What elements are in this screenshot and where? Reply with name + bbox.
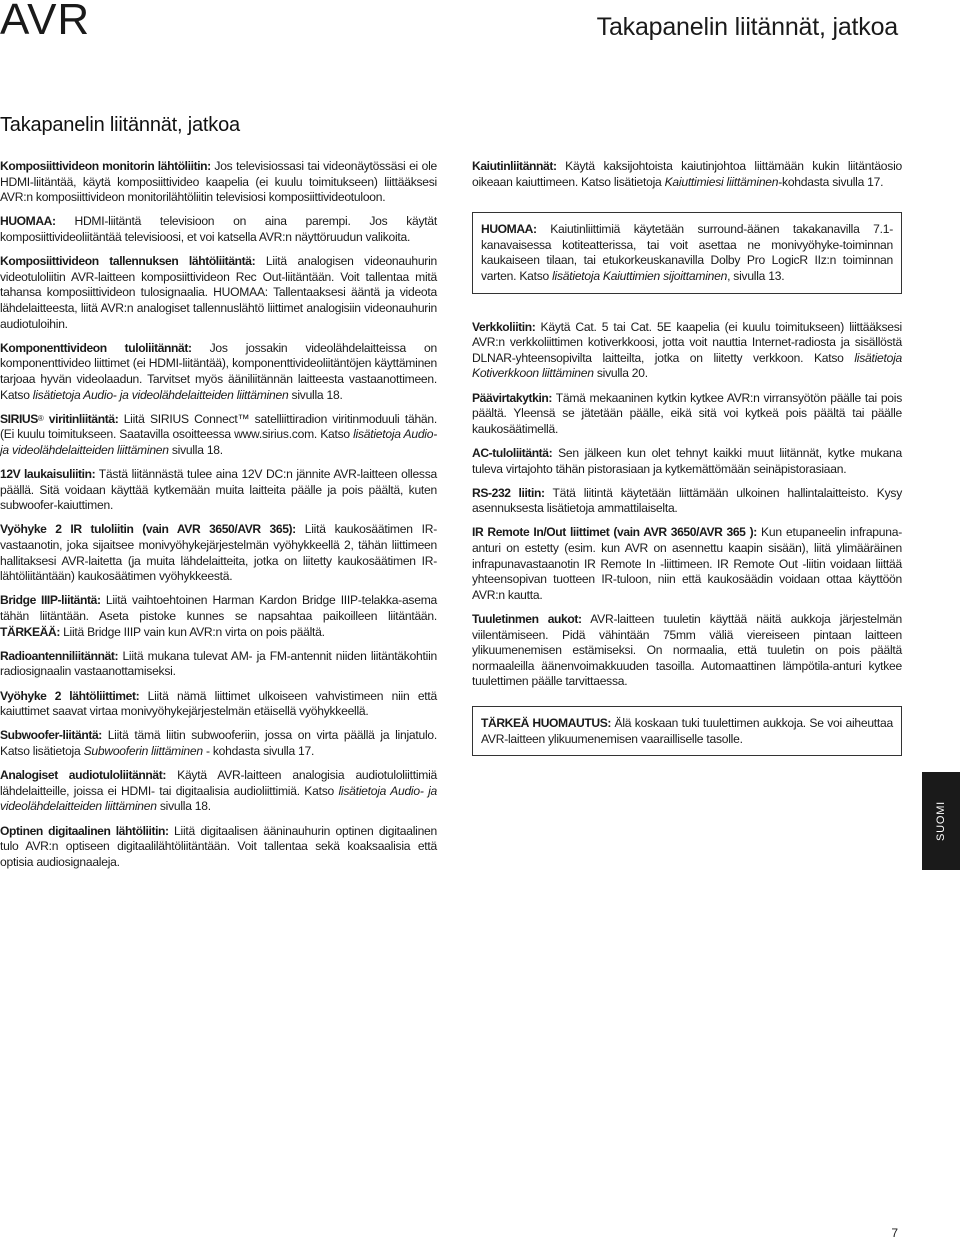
page-number: 7 <box>891 1226 898 1240</box>
paragraph-bridge-iiip: Bridge IIIP-liitäntä: Liitä vaihtoehtoinen Harman Kardon Bridge IIIP-telakka-asema tähän liitäntään. Aseta pistoke kunnes se napsahtaa paikoilleen liitäntään. TÄRKEÄÄ: Liitä Bridge IIIP vain kun AVR:n virta on pois päältä. <box>0 593 438 639</box>
paragraph-main-power-switch: Päävirtakytkin: Tämä mekaaninen kytkin kytkee AVR:n virransyötön päälle tai pois päältä. Yleensä se jätetään päälle, eikä sitä voi kytkeä pois päältä tai päälle kaukosäätimellä. <box>472 390 902 436</box>
paragraph-hdmi-note: HUOMAA: HDMI-liitäntä televisioon on aina parempi. Jos käytät komposiittivideoliitäntää televisioosi, et voi katsella AVR:n näyttöruudun valikoita. <box>0 214 437 244</box>
speaker-note-text: HUOMAA: Kaiutinliittimiä käytetään surround-äänen takakanavilla 7.1-kanavaisessa kotiteatterissa, tai voit asettaa ne monivyöhyke-toiminnan kaukaiseen tilaan, tai etukorkeuskanavilla Dolby Pro LogicR IIz:n toiminnan varten. Katso lisätietoja Kaiuttimien sijoittaminen, sivulla 13. <box>481 222 893 283</box>
paragraph-network: Verkkoliitin: Käytä Cat. 5 tai Cat. 5E kaapelia (ei kuulu toimitukseen) liittääksesi AVR:n verkkoliittimen kotiverkkoosi, jotta voit nauttia Internet-radiosta ja sisällöstä DLNAR-yhteensopivilta laitteilta, jotka on liitetty verkkoon. Katso lisätietoja Kotiverkkoon liittäminen sivulla 20. <box>472 319 902 381</box>
paragraph-sirius-tuner: SIRIUS® viritinliitäntä: Liitä SIRIUS Connect™ satelliittiradion viritinmoduuli tähän. (Ei kuulu toimitukseen. Saatavilla osoitteessa www.sirius.com. Katso lisätietoja Audio- ja videolähdelaitteiden liittäminen sivulla 18. <box>0 411 437 457</box>
right-column <box>472 159 902 766</box>
paragraph-fan-vents: Tuuletinmen aukot: AVR-laitteen tuuletin käyttää näitä aukkoja järjestelmän viilentämiseen. Pidä vähintään 75mm väliä viereiseen pintaan laitteen ylikuumenemisen estämiseksi. On normaalia, että tuuletin on pois päältä normaaleilla äänenvoimakkuuden tasoilla. Automaattinen lämpötila-anturi kytkee tuulettimen päälle tarvittaessa. <box>472 612 902 689</box>
paragraph-optical-out: Optinen digitaalinen lähtöliitin: Liitä digitaalisen ääninauhurin optinen digitaalinen tulo AVR:n optiseen digitaalilähtöliitäntään. Voit tallentaa sekä koaksaalisia että optisia audiosignaaleja. <box>0 823 438 869</box>
paragraph-speaker-outputs: Kaiutinliitännät: Käytä kaksijohtoista kaiutinjohtoa liittämään kukin liitäntäosio oikeaan kaiuttimeen. Katso lisätietoja Kaiuttimiesi liittäminen-kohdasta sivulla 17. <box>472 159 902 189</box>
brand-logo: AVR <box>0 0 91 44</box>
paragraph-radio-antenna: Radioantenniliitännät: Liitä mukana tulevat AM- ja FM-antennit niiden liitäntäkohtiin radiosignaalin vastaanottamiseksi. <box>0 648 437 679</box>
paragraph-zone2-outputs: Vyöhyke 2 lähtöliittimet: Liitä nämä liittimet ulkoiseen vahvistimeen niin että kaiuttimet saavat virtaa monivyöhykejärjestelmän etäisellä vyöhykkeellä. <box>0 688 437 719</box>
paragraph-ac-input: AC-tuloliitäntä: Sen jälkeen kun olet tehnyt kaikki muut liitännät, kytke mukana tuleva virtajohto tähän pistorasiaan ja kytkemättömään seinäpistorasiaan. <box>472 445 902 476</box>
paragraph-12v-trigger: 12V laukaisuliitin: Tästä liitännästä tulee aina 12V DC:n jännite AVR-laitteen ollessa päällä. Sitä voidaan käyttää kytkemään muita laitteita päälle ja pois päältä, kuten subwoofer-kaiuttimen. <box>0 467 437 513</box>
warning-box <box>472 706 902 756</box>
paragraph-rs232: RS-232 liitin: Tätä liitintä käytetään liittämään ulkoinen hallintalaitteisto. Kysy asennuksesta lisätietoja ammattilaiselta. <box>472 485 902 516</box>
paragraph-component-video-in: Komponenttivideon tuloliitännät: Jos jossakin videolähdelaitteissa on komponenttivideo liittimet (ei HDMI-liitäntää), komponenttivideoliitäntöjen käyttäminen tarjoaa hyvän videolaadun. Tarvitset myös ääniliitännän laitteesta vastaanottimeen. Katso lisätietoja Audio- ja videolähdelaitteiden liittäminen sivulla 18. <box>0 340 437 402</box>
running-title: Takapanelin liitännät, jatkoa <box>596 13 898 41</box>
language-label: SUOMI <box>935 800 947 842</box>
left-column <box>0 159 437 879</box>
paragraph-composite-monitor-out: Komposiittivideon monitorin lähtöliitin: Jos televisiossasi tai videonäytössäsi ei ole HDMI-liitäntää, käytä komposiittivideo kaapelia (ei kuulu toimitukseen) liittääksesi AVR:n komposiittivideon monitorilähtöliitin televisiosi komposiittivideotuloon. <box>0 159 437 205</box>
paragraph-ir-remote-in-out: IR Remote In/Out liittimet (vain AVR 3650/AVR 365 ): Kun etupaneelin infrapuna-anturi on estetty (esim. kun AVR on asennettu kaapin sisään), liitä ylimääräinen infrapunavastaanotin IR Remote In -liittimeen. IR Remote Out -liitin voidaan liittää yhteensopivan tuotteen IR-tuloon, niin että kaukosäädin voidaan ottaa käyttöön AVR:n kautta. <box>472 525 902 602</box>
paragraph-composite-rec-out: Komposiittivideon tallennuksen lähtöliitäntä: Liitä analogisen videonauhurin videotuloliitin AVR-laitteen komposiittivideon Rec Out-liitäntään. Voit tallentaa mitä tahansa komposiittivideon tulosignaalia. HUOMAA: Tallentaaksesi ääntä ja videota lähdelaitteesta, liitä AVR:n analogiset tallennuslähtö liittimet analogisiin videonauhurin audiotuloihin. <box>0 254 437 331</box>
paragraph-subwoofer: Subwoofer-liitäntä: Liitä tämä liitin subwooferiin, jossa on virta päällä ja linjatulo. Katso lisätietoja Subwooferin liittäminen - kohdasta sivulla 17. <box>0 728 437 758</box>
warning-text: TÄRKEÄ HUOMAUTUS: Älä koskaan tuki tuulettimen aukkoja. Se voi aiheuttaa AVR-laitteen ylikuumenemisen vaarailliselle tasolle. <box>481 716 893 746</box>
paragraph-zone2-ir-in: Vyöhyke 2 IR tuloliitin (vain AVR 3650/AVR 365): Liitä kaukosäätimen IR-vastaanotin, joka sijaitsee monivyöhykejärjestelmän vyöhykkeellä 2, tähän liittimeen hallitaksesi AVR-laitetta (ja muita lähdelaitteita, jotka on liitetty kaukosäätimen IR-lähtöliitäntään) kaukosäätimen vyöhykkeestä. <box>0 522 438 584</box>
paragraph-analog-audio-in: Analogiset audiotuloliitännät: Käytä AVR-laitteen analogisia audiotuloliittimiä lähdelaitteille, joissa ei HDMI- tai digitaalisia audioliittimiä. Katso lisätietoja Audio- ja videolähdelaitteiden liittäminen sivulla 18. <box>0 768 438 814</box>
page-heading: Takapanelin liitännät, jatkoa <box>0 114 240 136</box>
speaker-note-box <box>472 212 902 293</box>
language-side-tab <box>922 772 960 870</box>
